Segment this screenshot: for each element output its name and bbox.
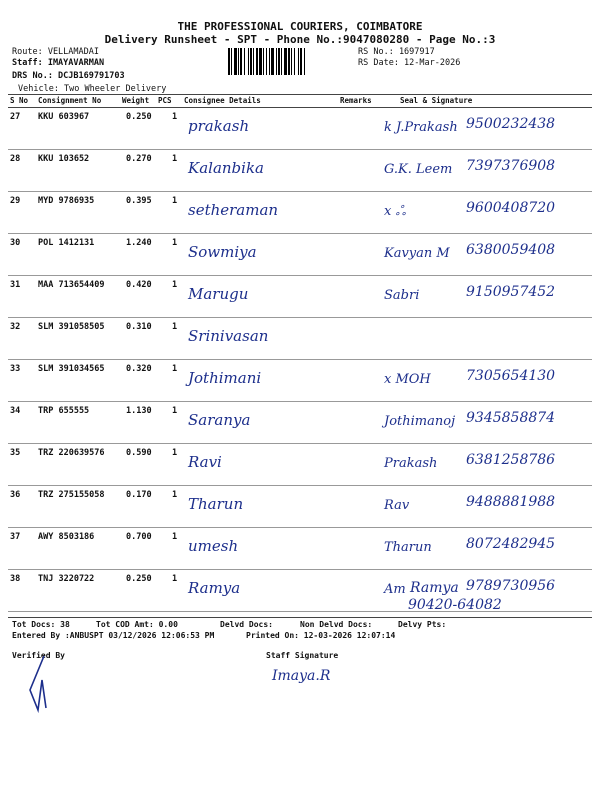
company-title: THE PROFESSIONAL COURIERS, COIMBATORE (177, 20, 423, 33)
handwritten-phone: 6381258786 (466, 452, 556, 468)
handwritten-phone: 9600408720 (466, 200, 556, 216)
handwritten-seal: Jothimanoj (384, 414, 456, 429)
handwritten-phone: 7305654130 (466, 368, 556, 384)
barcode-bar (244, 48, 245, 75)
barcode-bar (298, 48, 299, 75)
col-sno: S No (10, 96, 29, 105)
rs-date: RS Date: 12-Mar-2026 (358, 58, 461, 68)
row-pcs: 1 (172, 322, 178, 332)
vehicle-label: Vehicle: Two Wheeler Delivery (18, 84, 167, 94)
handwritten-seal-extra: Ramya (410, 580, 459, 596)
col-weight: Weight (122, 96, 150, 105)
handwritten-consignee: umesh (188, 537, 239, 555)
table-row (0, 444, 600, 486)
barcode-bar (294, 48, 295, 75)
table-row (0, 150, 600, 192)
handwritten-phone: 7397376908 (466, 158, 556, 174)
row-weight: 1.240 (126, 238, 152, 248)
row-weight: 0.270 (126, 154, 152, 164)
table-row (0, 570, 600, 612)
col-consignee: Consignee Details (184, 96, 261, 105)
barcode-bar (304, 48, 305, 75)
handwritten-consignee: Marugu (188, 285, 249, 303)
verified-by: Verified By (12, 651, 65, 660)
row-sno: 30 (10, 238, 21, 248)
row-sno: 31 (10, 280, 21, 290)
handwritten-consignee: Srinivasan (188, 327, 269, 345)
handwritten-seal: G.K. Leem (384, 162, 453, 177)
barcode (228, 48, 356, 75)
row-pcs: 1 (172, 364, 178, 374)
row-consignment: TNJ 3220722 (38, 574, 95, 584)
row-weight: 1.130 (126, 406, 152, 416)
handwritten-phone: 8072482945 (466, 536, 556, 552)
barcode-bar (281, 48, 282, 75)
row-pcs: 1 (172, 574, 178, 584)
row-consignment: MAA 713654409 (38, 280, 105, 290)
handwritten-seal: Am (384, 582, 406, 597)
entered-by: Entered By :ANBUSPT 03/12/2026 12:06:53 PM (12, 631, 215, 640)
row-sno: 27 (10, 112, 21, 122)
handwritten-seal: Sabri (384, 288, 420, 303)
barcode-bar (266, 48, 267, 75)
row-sno: 32 (10, 322, 21, 332)
row-consignment: TRP 655555 (38, 406, 90, 416)
row-sno: 34 (10, 406, 21, 416)
barcode-bar (248, 48, 249, 75)
table-row (0, 486, 600, 528)
handwritten-seal: x ஃ (384, 204, 406, 219)
barcode-bar (291, 48, 292, 75)
row-consignment: TRZ 275155058 (38, 490, 105, 500)
row-consignment: KKU 103652 (38, 154, 90, 164)
barcode-bar (288, 48, 290, 75)
row-pcs: 1 (172, 280, 178, 290)
barcode-bar (238, 48, 239, 75)
row-weight: 0.250 (126, 574, 152, 584)
row-pcs: 1 (172, 154, 178, 164)
barcode-bar (263, 48, 264, 75)
handwritten-phone: 9150957452 (466, 284, 556, 300)
printed-on: Printed On: 12-03-2026 12:07:14 (246, 631, 396, 640)
row-sno: 38 (10, 574, 21, 584)
handwritten-seal: Tharun (384, 540, 432, 555)
table-row (0, 402, 600, 444)
row-sno: 29 (10, 196, 21, 206)
barcode-bar (240, 48, 242, 75)
runsheet-subtitle: Delivery Runsheet - SPT - Phone No.:9047080280 - Page No.:3 (104, 33, 496, 46)
barcode-bar (284, 48, 287, 75)
row-divider (8, 611, 592, 612)
barcode-bar (228, 48, 230, 75)
col-seal: Seal & Signature (400, 96, 473, 105)
barcode-bar (256, 48, 258, 75)
delvy-pts: Delvy Pts: (398, 620, 447, 629)
row-weight: 0.395 (126, 196, 152, 206)
handwritten-phone: 9789730956 (466, 578, 556, 594)
barcode-bar (231, 48, 232, 75)
row-consignment: SLM 391034565 (38, 364, 105, 374)
handwritten-phone: 9345858874 (466, 410, 556, 426)
row-consignment: SLM 391058505 (38, 322, 105, 332)
handwritten-phone: 6380059408 (466, 242, 556, 258)
staff-signature-handwriting: Imaya.R (272, 668, 331, 684)
row-consignment: MYD 9786935 (38, 196, 95, 206)
table-row (0, 234, 600, 276)
row-weight: 0.320 (126, 364, 152, 374)
row-pcs: 1 (172, 112, 178, 122)
handwritten-phone-extra: 90420-64082 (408, 597, 502, 613)
table-row (0, 276, 600, 318)
tot-docs: Tot Docs: 38 (12, 620, 70, 629)
row-sno: 28 (10, 154, 21, 164)
barcode-bar (253, 48, 254, 75)
handwritten-consignee: setheraman (188, 201, 279, 219)
barcode-bar (250, 48, 252, 75)
table-row (0, 318, 600, 360)
col-pcs: PCS (158, 96, 172, 105)
table-row (0, 528, 600, 570)
row-weight: 0.590 (126, 448, 152, 458)
barcode-bar (271, 48, 274, 75)
row-pcs: 1 (172, 238, 178, 248)
handwritten-consignee: Jothimani (188, 369, 262, 387)
handwritten-phone: 9500232438 (466, 116, 556, 132)
rs-number: RS No.: 1697917 (358, 47, 435, 57)
handwritten-consignee: Ramya (188, 579, 241, 597)
row-weight: 0.420 (126, 280, 152, 290)
handwritten-consignee: prakash (188, 117, 250, 135)
delvd-docs: Delvd Docs: (220, 620, 273, 629)
row-pcs: 1 (172, 448, 178, 458)
row-weight: 0.250 (126, 112, 152, 122)
handwritten-seal: k J.Prakash (384, 120, 458, 135)
barcode-bar (278, 48, 280, 75)
row-weight: 0.170 (126, 490, 152, 500)
row-pcs: 1 (172, 490, 178, 500)
barcode-bar (300, 48, 302, 75)
table-row (0, 108, 600, 150)
handwritten-seal: x MOH (384, 372, 431, 387)
handwritten-consignee: Ravi (188, 453, 222, 471)
row-consignment: AWY 8503186 (38, 532, 95, 542)
col-remarks: Remarks (340, 96, 372, 105)
drs-label: DRS No.: DCJB169791703 (12, 71, 125, 81)
verified-by-signature (24, 650, 64, 716)
row-consignment: KKU 603967 (38, 112, 90, 122)
row-pcs: 1 (172, 406, 178, 416)
row-consignment: TRZ 220639576 (38, 448, 105, 458)
route-label: Route: VELLAMADAI (12, 47, 99, 57)
handwritten-consignee: Tharun (188, 495, 244, 513)
handwritten-seal: Kavyan M (384, 246, 450, 261)
handwritten-consignee: Kalanbika (188, 159, 264, 177)
table-row (0, 360, 600, 402)
row-consignment: POL 1412131 (38, 238, 95, 248)
staff-label: Staff: IMAYAVARMAN (12, 58, 105, 68)
barcode-bar (269, 48, 270, 75)
row-weight: 0.700 (126, 532, 152, 542)
staff-signature-label: Staff Signature (266, 651, 339, 660)
tot-cod: Tot COD Amt: 0.00 (96, 620, 178, 629)
col-consignment: Consignment No (38, 96, 102, 105)
table-row (0, 192, 600, 234)
handwritten-seal: Rav (384, 498, 410, 513)
row-pcs: 1 (172, 532, 178, 542)
row-sno: 36 (10, 490, 21, 500)
non-delvd-docs: Non Delvd Docs: (300, 620, 373, 629)
handwritten-consignee: Saranya (188, 411, 251, 429)
row-sno: 33 (10, 364, 21, 374)
row-sno: 37 (10, 532, 21, 542)
row-weight: 0.310 (126, 322, 152, 332)
handwritten-phone: 9488881988 (466, 494, 556, 510)
barcode-bar (259, 48, 262, 75)
row-sno: 35 (10, 448, 21, 458)
barcode-bar (276, 48, 277, 75)
row-pcs: 1 (172, 196, 178, 206)
handwritten-consignee: Sowmiya (188, 243, 257, 261)
barcode-bar (234, 48, 237, 75)
handwritten-seal: Prakash (384, 456, 438, 471)
